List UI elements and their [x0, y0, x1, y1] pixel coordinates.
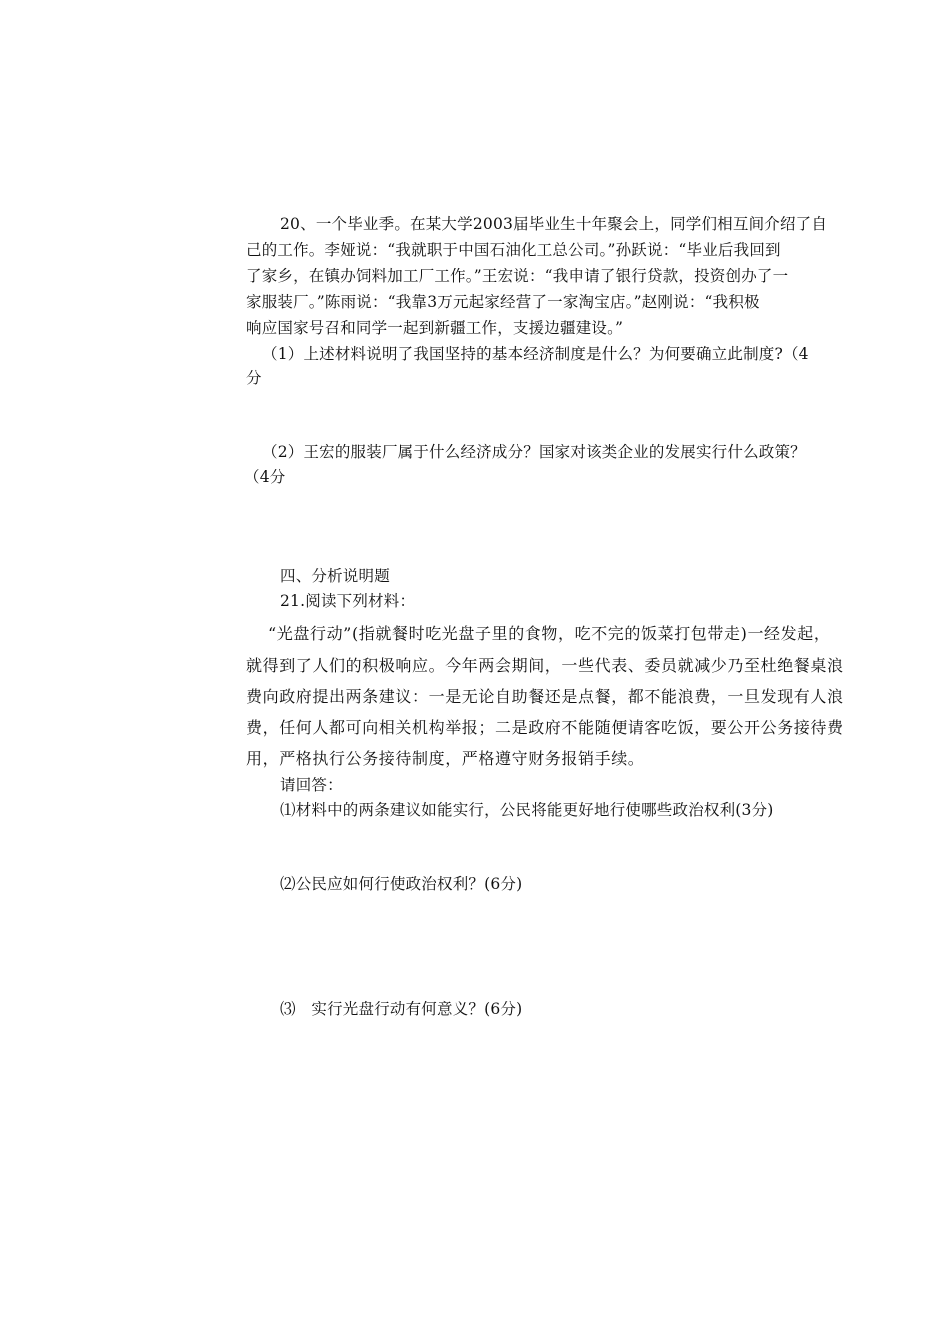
- material-line-3: 费向政府提出两条建议：一是无论自助餐还是点餐，都不能浪费，一旦发现有人浪: [246, 687, 844, 706]
- q20-line-1: 20、一个毕业季。在某大学2003届毕业生十年聚会上，同学们相互间介绍了自: [280, 215, 828, 233]
- q20-sub1-line-2: 分: [246, 369, 262, 387]
- answer-prompt: 请回答：: [280, 776, 343, 794]
- q20-line-4: 家服装厂。”陈雨说：“我靠3万元起家经营了一家淘宝店。”赵刚说：“我积极: [246, 293, 760, 311]
- q21-sub1: ⑴材料中的两条建议如能实行，公民将能更好地行使哪些政治权利(3分): [280, 801, 774, 819]
- section-heading: 四、分析说明题: [280, 567, 390, 585]
- material-line-4: 费，任何人都可向相关机构举报；二是政府不能随便请客吃饭，要公开公务接待费: [246, 718, 844, 737]
- material-line-1: “光盘行动”(指就餐时吃光盘子里的食物，吃不完的饭菜打包带走)一经发起，: [268, 624, 831, 643]
- q21-sub3: ⑶ 实行光盘行动有何意义？(6分): [280, 1000, 523, 1018]
- q21-sub2: ⑵公民应如何行使政治权利？(6分): [280, 875, 523, 893]
- q20-sub2-line-1: （2）王宏的服装厂属于什么经济成分？国家对该类企业的发展实行什么政策？: [262, 443, 806, 461]
- material-line-5: 用，严格执行公务接待制度，严格遵守财务报销手续。: [246, 749, 645, 768]
- material-line-2: 就得到了人们的积极响应。今年两会期间，一些代表、委员就减少乃至杜绝餐桌浪: [246, 656, 844, 675]
- q20-sub1-line-1: （1）上述材料说明了我国坚持的基本经济制度是什么？为何要确立此制度?（4: [262, 345, 809, 363]
- q20-sub2-line-2: （4分: [244, 468, 286, 486]
- q21-intro: 21.阅读下列材料：: [280, 592, 416, 610]
- q20-line-3: 了家乡，在镇办饲料加工厂工作。”王宏说：“我申请了银行贷款，投资创办了一: [246, 267, 789, 285]
- q20-line-2: 己的工作。李娅说：“我就职于中国石油化工总公司。”孙跃说：“毕业后我回到: [246, 241, 781, 259]
- q20-line-5: 响应国家号召和同学一起到新疆工作，支援边疆建设。”: [246, 319, 624, 337]
